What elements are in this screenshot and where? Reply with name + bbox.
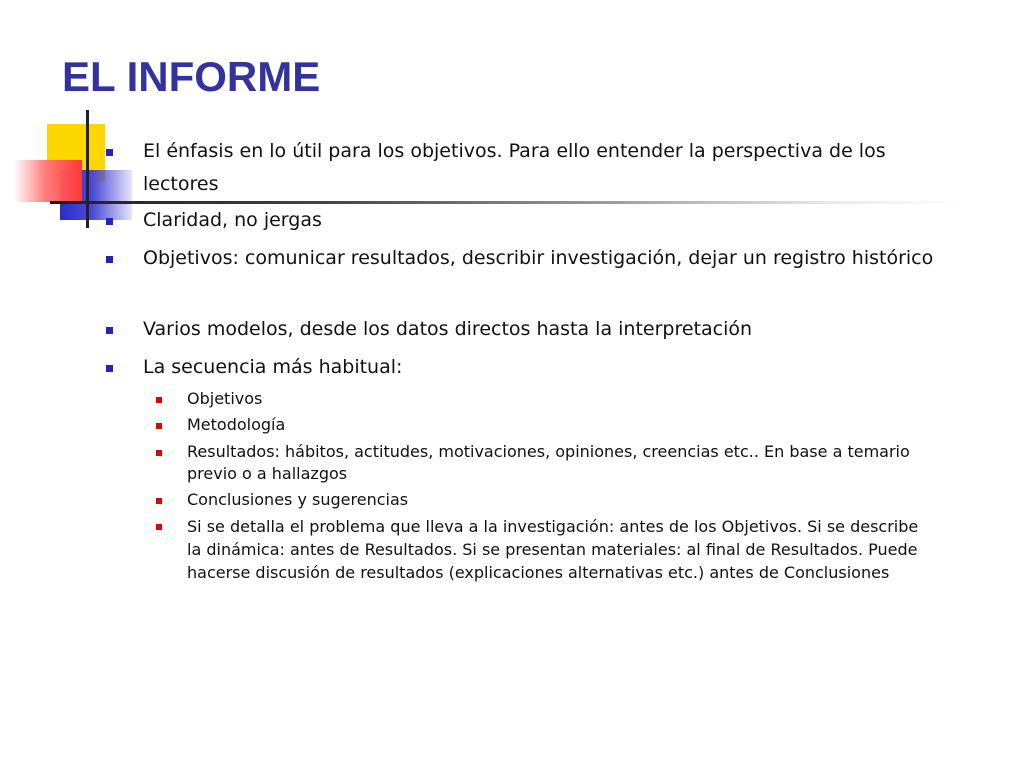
sub-bullet-item: Objetivos xyxy=(187,388,927,410)
slide-title: EL INFORME xyxy=(62,53,321,100)
bullet-item: La secuencia más habitual: xyxy=(143,351,943,384)
sub-bullet-item: Resultados: hábitos, actitudes, motivaciones, opiniones, creencias etc.. En base a temario previo o a hallazgos xyxy=(187,441,927,485)
bullet-item: El énfasis en lo útil para los objetivos. Para ello entender la perspectiva de los lectores xyxy=(143,135,943,201)
bullet-item: Objetivos: comunicar resultados, describir investigación, dejar un registro histórico xyxy=(143,242,943,275)
bullet-item: Varios modelos, desde los datos directos hasta la interpretación xyxy=(143,313,943,346)
sub-bullet-item: Metodología xyxy=(187,414,927,436)
sub-bullet-item: Si se detalla el problema que lleva a la investigación: antes de los Objetivos. Si se describe la dinámica: antes de Resultados. Si se presentan materiales: al final de Resultados. Puede hacerse discusión de resultados (explicaciones alternativas etc.) antes de Conclusiones xyxy=(187,515,927,584)
bullet-item: Claridad, no jergas xyxy=(143,204,943,237)
sub-bullet-item: Conclusiones y sugerencias xyxy=(187,489,927,511)
